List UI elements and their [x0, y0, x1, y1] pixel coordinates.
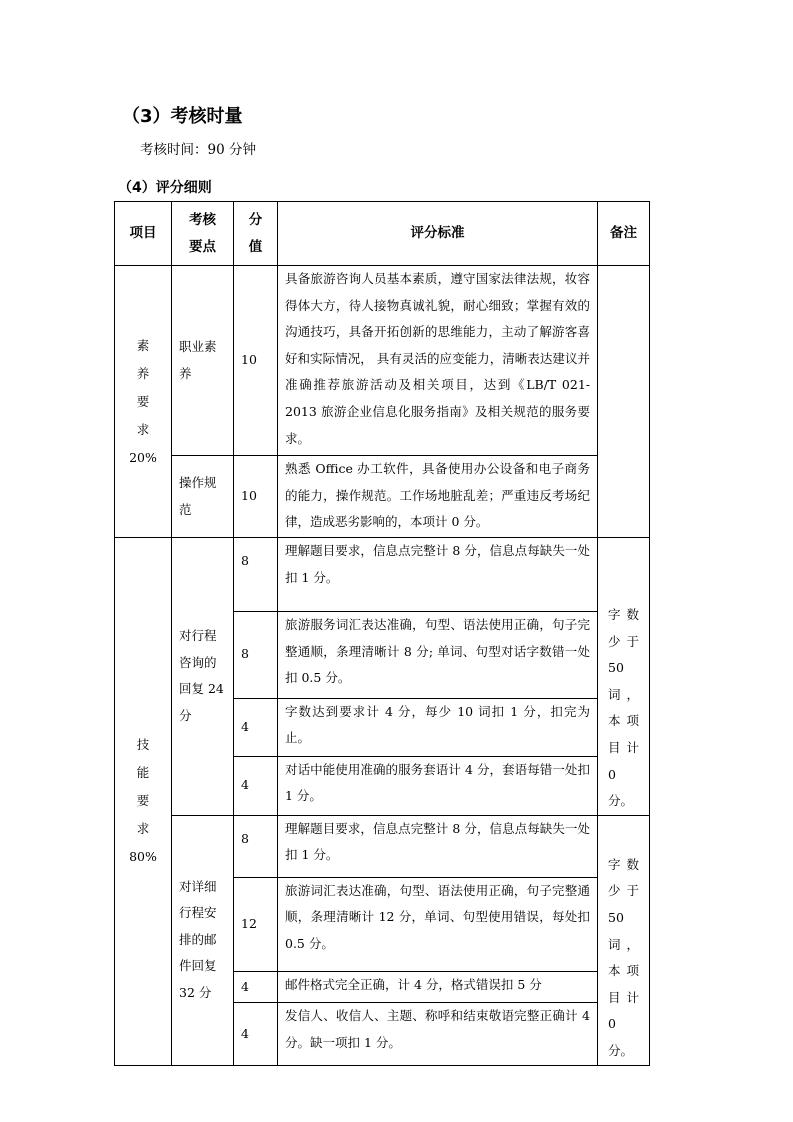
category-char: 养 [136, 365, 150, 381]
point-cell: 操作规范 [172, 456, 234, 538]
category-char: 要 [136, 793, 150, 809]
criteria-cell: 旅游词汇表达准确，句型、语法使用正确，句子完整通顺，条理清晰计 12 分，单词、句型使用错误，每处扣 0.5 分。 [278, 877, 598, 971]
score-value: 8 [241, 830, 249, 846]
criteria-cell: 旅游服务词汇表达准确，句型、语法使用正确，句子完整通顺，条理清晰计 8 分; 单词、句型对话字数错一处扣 0.5 分。 [278, 611, 598, 698]
header-remark: 备注 [598, 202, 650, 266]
header-point [172, 202, 234, 266]
category-suyang [115, 266, 172, 538]
criteria-cell: 理解题目要求，信息点完整计 8 分，信息点每缺失一处扣 1 分。 [278, 538, 598, 612]
header-item: 项目 [115, 202, 172, 266]
score-cell: 12 [234, 877, 278, 971]
score-cell: 4 [234, 971, 278, 1003]
category-char: 素 [136, 337, 150, 353]
score-cell [234, 538, 278, 612]
header-score-line1: 分 [248, 211, 263, 228]
score-cell: 4 [234, 756, 278, 815]
category-char: 技 [136, 737, 150, 753]
criteria-cell: 对话中能使用准确的服务套语计 4 分，套语每错一处扣 1 分。 [278, 756, 598, 815]
remark-text: 字数少于50 词，本项目计 0 分。 [608, 856, 639, 1058]
criteria-cell: 发信人、收信人、主题、称呼和结束敬语完整正确计 4 分。缺一项扣 1 分。 [278, 1003, 598, 1065]
remark-cell-group2 [598, 815, 650, 1065]
exam-time-text: 考核时间：90 分钟 [140, 142, 256, 158]
criteria-cell: 熟悉 Office 办工软件，具备使用办公设备和电子商务的能力，操作规范。工作场地脏乱差；严重违反考场纪律，造成恶劣影响的，本项计 0 分。 [278, 456, 598, 538]
category-char: 求 [136, 821, 150, 837]
score-cell [234, 815, 278, 877]
header-point-line2: 要点 [189, 238, 216, 255]
header-point-line1: 考核 [189, 211, 216, 228]
criteria-cell: 字数达到要求计 4 分，每少 10 词扣 1 分，扣完为止。 [278, 698, 598, 756]
header-criteria: 评分标准 [278, 202, 598, 266]
score-cell: 4 [234, 698, 278, 756]
section-4-title: （4）评分细则 [118, 180, 212, 196]
criteria-cell: 理解题目要求，信息点完整计 8 分，信息点每缺失一处扣 1 分。 [278, 815, 598, 877]
table-header-row [115, 202, 650, 266]
remark-text: 字数少于50 词，本项目计 0 分。 [608, 607, 639, 809]
criteria-cell: 具备旅游咨询人员基本素质，遵守国家法律法规，妆容得体大方，待人接物真诚礼貌，耐心细致；掌握有效的沟通技巧，具备开拓创新的思维能力，主动了解游客喜好和实际情况， 具有灵活的应变能力，清晰表达建议并准确推荐旅游活动及相关项目，达到《LB/T 021-2013 旅游企业信息化服务指南》及相关规范的服务要求。 [278, 266, 598, 456]
remark-cell [598, 266, 650, 538]
table-row [115, 456, 650, 538]
score-cell: 4 [234, 1003, 278, 1065]
score-cell: 10 [234, 456, 278, 538]
section-3-title: （3）考核时量 [122, 106, 243, 127]
category-jineng [115, 538, 172, 1066]
remark-cell-group1 [598, 538, 650, 816]
category-char: 80% [129, 849, 157, 865]
header-score [234, 202, 278, 266]
score-value: 8 [241, 553, 249, 568]
score-cell: 10 [234, 266, 278, 456]
scoring-table [114, 201, 650, 1066]
category-char: 20% [129, 449, 157, 465]
point-cell-group2: 对详细行程安排的邮件回复 32 分 [172, 815, 234, 1065]
point-cell-group1: 对行程咨询的回复 24 分 [172, 538, 234, 816]
point-cell: 职业素养 [172, 266, 234, 456]
score-cell: 8 [234, 611, 278, 698]
category-char: 能 [136, 765, 150, 781]
header-score-line2: 值 [248, 238, 263, 255]
table-row [115, 266, 650, 456]
category-char: 求 [136, 421, 150, 437]
criteria-cell: 邮件格式完全正确，计 4 分，格式错误扣 5 分 [278, 971, 598, 1003]
table-row [115, 538, 650, 612]
category-char: 要 [136, 393, 150, 409]
table-row [115, 815, 650, 877]
